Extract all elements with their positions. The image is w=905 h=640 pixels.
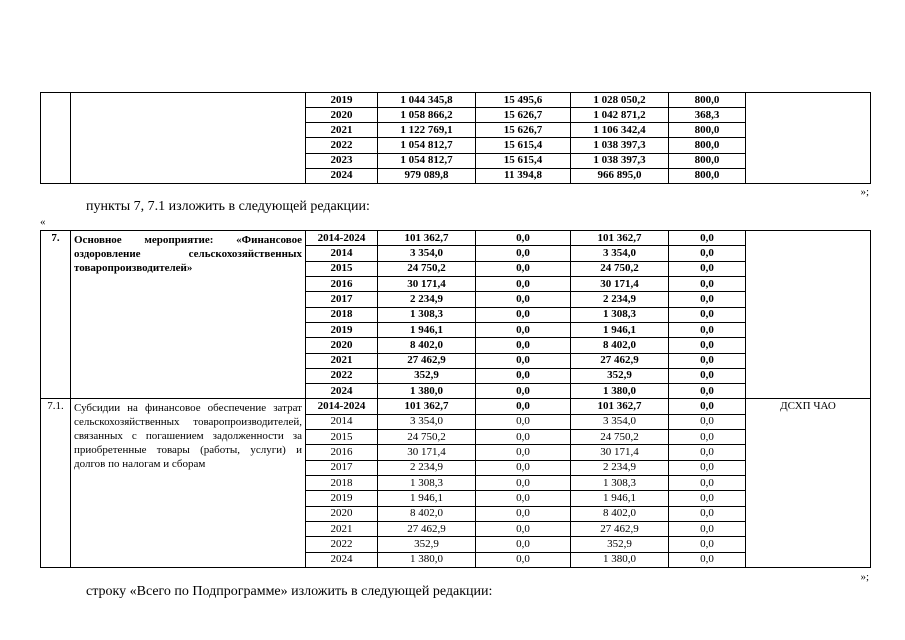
value-cell: 11 394,8 xyxy=(476,168,571,183)
year-cell: 2023 xyxy=(306,153,378,168)
value-cell: 1 038 397,3 xyxy=(571,138,669,153)
value-cell: 101 362,7 xyxy=(571,231,669,246)
total-cell: 352,9 xyxy=(378,537,476,552)
value-cell: 800,0 xyxy=(669,168,746,183)
value-cell: 0,0 xyxy=(669,353,746,368)
item-number-cell: 7.1. xyxy=(41,399,71,568)
total-cell: 1 380,0 xyxy=(378,552,476,567)
value-cell: 1 308,3 xyxy=(571,476,669,491)
value-cell: 0,0 xyxy=(476,552,571,567)
value-cell: 0,0 xyxy=(476,537,571,552)
value-cell: 2 234,9 xyxy=(571,460,669,475)
total-cell: 27 462,9 xyxy=(378,521,476,536)
value-cell: 0,0 xyxy=(669,292,746,307)
value-cell: 800,0 xyxy=(669,138,746,153)
value-cell: 1 946,1 xyxy=(571,322,669,337)
value-cell: 8 402,0 xyxy=(571,338,669,353)
total-cell: 1 946,1 xyxy=(378,491,476,506)
closing-quote-1: »; xyxy=(860,186,869,198)
value-cell: 1 380,0 xyxy=(571,552,669,567)
value-cell: 24 750,2 xyxy=(571,430,669,445)
item-description-cell: Субсидии на финансовое обеспечение затрат сельскохозяйственных товаропроизводителей, связанных с погашением задолженности за приобретенные товары (работы, услуги) и долгов по налогам и сборам xyxy=(71,399,306,568)
responsible-cell xyxy=(746,231,871,399)
year-cell: 2018 xyxy=(306,476,378,491)
total-cell: 8 402,0 xyxy=(378,338,476,353)
item-number-cell xyxy=(41,93,71,184)
year-cell: 2019 xyxy=(306,322,378,337)
value-cell: 27 462,9 xyxy=(571,521,669,536)
total-cell: 8 402,0 xyxy=(378,506,476,521)
value-cell: 0,0 xyxy=(476,445,571,460)
year-cell: 2020 xyxy=(306,338,378,353)
responsible-cell: ДСХП ЧАО xyxy=(746,399,871,568)
value-cell: 1 042 871,2 xyxy=(571,108,669,123)
year-cell: 2021 xyxy=(306,123,378,138)
value-cell: 8 402,0 xyxy=(571,506,669,521)
year-cell: 2021 xyxy=(306,353,378,368)
year-cell: 2024 xyxy=(306,384,378,399)
value-cell: 0,0 xyxy=(476,353,571,368)
opening-quote: « xyxy=(40,216,46,228)
total-cell: 27 462,9 xyxy=(378,353,476,368)
value-cell: 0,0 xyxy=(669,261,746,276)
total-cell: 1 122 769,1 xyxy=(378,123,476,138)
total-cell: 3 354,0 xyxy=(378,414,476,429)
value-cell: 15 615,4 xyxy=(476,153,571,168)
year-cell: 2014-2024 xyxy=(306,231,378,246)
year-cell: 2022 xyxy=(306,138,378,153)
value-cell: 15 626,7 xyxy=(476,123,571,138)
value-cell: 0,0 xyxy=(669,246,746,261)
top-table xyxy=(40,92,871,184)
value-cell: 0,0 xyxy=(476,384,571,399)
value-cell: 0,0 xyxy=(476,491,571,506)
value-cell: 0,0 xyxy=(476,430,571,445)
value-cell: 1 106 342,4 xyxy=(571,123,669,138)
total-cell: 101 362,7 xyxy=(378,231,476,246)
value-cell: 3 354,0 xyxy=(571,414,669,429)
item-description-cell xyxy=(71,93,306,184)
year-cell: 2016 xyxy=(306,445,378,460)
value-cell: 0,0 xyxy=(476,231,571,246)
year-cell: 2020 xyxy=(306,506,378,521)
value-cell: 2 234,9 xyxy=(571,292,669,307)
total-cell: 1 946,1 xyxy=(378,322,476,337)
value-cell: 0,0 xyxy=(669,231,746,246)
value-cell: 15 626,7 xyxy=(476,108,571,123)
value-cell: 1 028 050,2 xyxy=(571,93,669,108)
value-cell: 0,0 xyxy=(669,322,746,337)
value-cell: 0,0 xyxy=(669,476,746,491)
year-cell: 2022 xyxy=(306,368,378,383)
value-cell: 0,0 xyxy=(669,384,746,399)
value-cell: 0,0 xyxy=(476,338,571,353)
value-cell: 0,0 xyxy=(476,246,571,261)
value-cell: 0,0 xyxy=(669,460,746,475)
value-cell: 0,0 xyxy=(476,292,571,307)
total-cell: 101 362,7 xyxy=(378,399,476,414)
total-cell: 1 380,0 xyxy=(378,384,476,399)
value-cell: 30 171,4 xyxy=(571,445,669,460)
value-cell: 800,0 xyxy=(669,153,746,168)
value-cell: 352,9 xyxy=(571,368,669,383)
table-row xyxy=(41,399,871,414)
value-cell: 0,0 xyxy=(669,430,746,445)
value-cell: 27 462,9 xyxy=(571,353,669,368)
value-cell: 1 380,0 xyxy=(571,384,669,399)
total-cell: 3 354,0 xyxy=(378,246,476,261)
table-row xyxy=(41,93,871,108)
total-cell: 2 234,9 xyxy=(378,292,476,307)
value-cell: 0,0 xyxy=(476,506,571,521)
value-cell: 0,0 xyxy=(476,399,571,414)
value-cell: 0,0 xyxy=(476,307,571,322)
value-cell: 0,0 xyxy=(669,537,746,552)
year-cell: 2015 xyxy=(306,430,378,445)
value-cell: 0,0 xyxy=(476,414,571,429)
item-number-cell: 7. xyxy=(41,231,71,399)
value-cell: 0,0 xyxy=(476,276,571,291)
value-cell: 1 038 397,3 xyxy=(571,153,669,168)
value-cell: 966 895,0 xyxy=(571,168,669,183)
year-cell: 2015 xyxy=(306,261,378,276)
total-cell: 1 308,3 xyxy=(378,476,476,491)
year-cell: 2014 xyxy=(306,414,378,429)
value-cell: 101 362,7 xyxy=(571,399,669,414)
total-cell: 1 044 345,8 xyxy=(378,93,476,108)
value-cell: 0,0 xyxy=(669,445,746,460)
value-cell: 0,0 xyxy=(669,399,746,414)
total-cell: 1 308,3 xyxy=(378,307,476,322)
closing-quote-2: »; xyxy=(860,571,869,583)
responsible-cell xyxy=(746,93,871,184)
value-cell: 800,0 xyxy=(669,93,746,108)
item-description-cell: Основное мероприятие: «Финансовое оздоровление сельскохозяйственных товаропроизводителей» xyxy=(71,231,306,399)
value-cell: 3 354,0 xyxy=(571,246,669,261)
year-cell: 2014 xyxy=(306,246,378,261)
year-cell: 2017 xyxy=(306,460,378,475)
total-cell: 1 058 866,2 xyxy=(378,108,476,123)
year-cell: 2021 xyxy=(306,521,378,536)
value-cell: 0,0 xyxy=(669,491,746,506)
total-cell: 30 171,4 xyxy=(378,276,476,291)
year-cell: 2016 xyxy=(306,276,378,291)
total-cell: 979 089,8 xyxy=(378,168,476,183)
year-cell: 2018 xyxy=(306,307,378,322)
total-cell: 24 750,2 xyxy=(378,261,476,276)
value-cell: 1 308,3 xyxy=(571,307,669,322)
total-cell: 30 171,4 xyxy=(378,445,476,460)
year-cell: 2024 xyxy=(306,168,378,183)
value-cell: 0,0 xyxy=(476,521,571,536)
total-cell: 2 234,9 xyxy=(378,460,476,475)
value-cell: 0,0 xyxy=(669,414,746,429)
value-cell: 30 171,4 xyxy=(571,276,669,291)
value-cell: 0,0 xyxy=(669,368,746,383)
value-cell: 0,0 xyxy=(669,521,746,536)
year-cell: 2019 xyxy=(306,93,378,108)
year-cell: 2022 xyxy=(306,537,378,552)
total-cell: 1 054 812,7 xyxy=(378,153,476,168)
value-cell: 0,0 xyxy=(476,476,571,491)
table-row xyxy=(41,231,871,246)
value-cell: 368,3 xyxy=(669,108,746,123)
value-cell: 0,0 xyxy=(669,506,746,521)
value-cell: 0,0 xyxy=(669,307,746,322)
value-cell: 15 495,6 xyxy=(476,93,571,108)
value-cell: 0,0 xyxy=(476,460,571,475)
value-cell: 800,0 xyxy=(669,123,746,138)
paragraph-total-row: строку «Всего по Подпрограмме» изложить в следующей редакции: xyxy=(86,584,493,599)
total-cell: 352,9 xyxy=(378,368,476,383)
year-cell: 2020 xyxy=(306,108,378,123)
year-cell: 2014-2024 xyxy=(306,399,378,414)
year-cell: 2019 xyxy=(306,491,378,506)
year-cell: 2024 xyxy=(306,552,378,567)
value-cell: 24 750,2 xyxy=(571,261,669,276)
total-cell: 24 750,2 xyxy=(378,430,476,445)
value-cell: 0,0 xyxy=(669,338,746,353)
paragraph-items-7-7-1: пункты 7, 7.1 изложить в следующей редакции: xyxy=(86,199,370,214)
value-cell: 0,0 xyxy=(476,261,571,276)
value-cell: 0,0 xyxy=(669,276,746,291)
year-cell: 2017 xyxy=(306,292,378,307)
value-cell: 352,9 xyxy=(571,537,669,552)
total-cell: 1 054 812,7 xyxy=(378,138,476,153)
items-table xyxy=(40,230,871,568)
value-cell: 15 615,4 xyxy=(476,138,571,153)
value-cell: 0,0 xyxy=(669,552,746,567)
value-cell: 0,0 xyxy=(476,322,571,337)
value-cell: 1 946,1 xyxy=(571,491,669,506)
value-cell: 0,0 xyxy=(476,368,571,383)
